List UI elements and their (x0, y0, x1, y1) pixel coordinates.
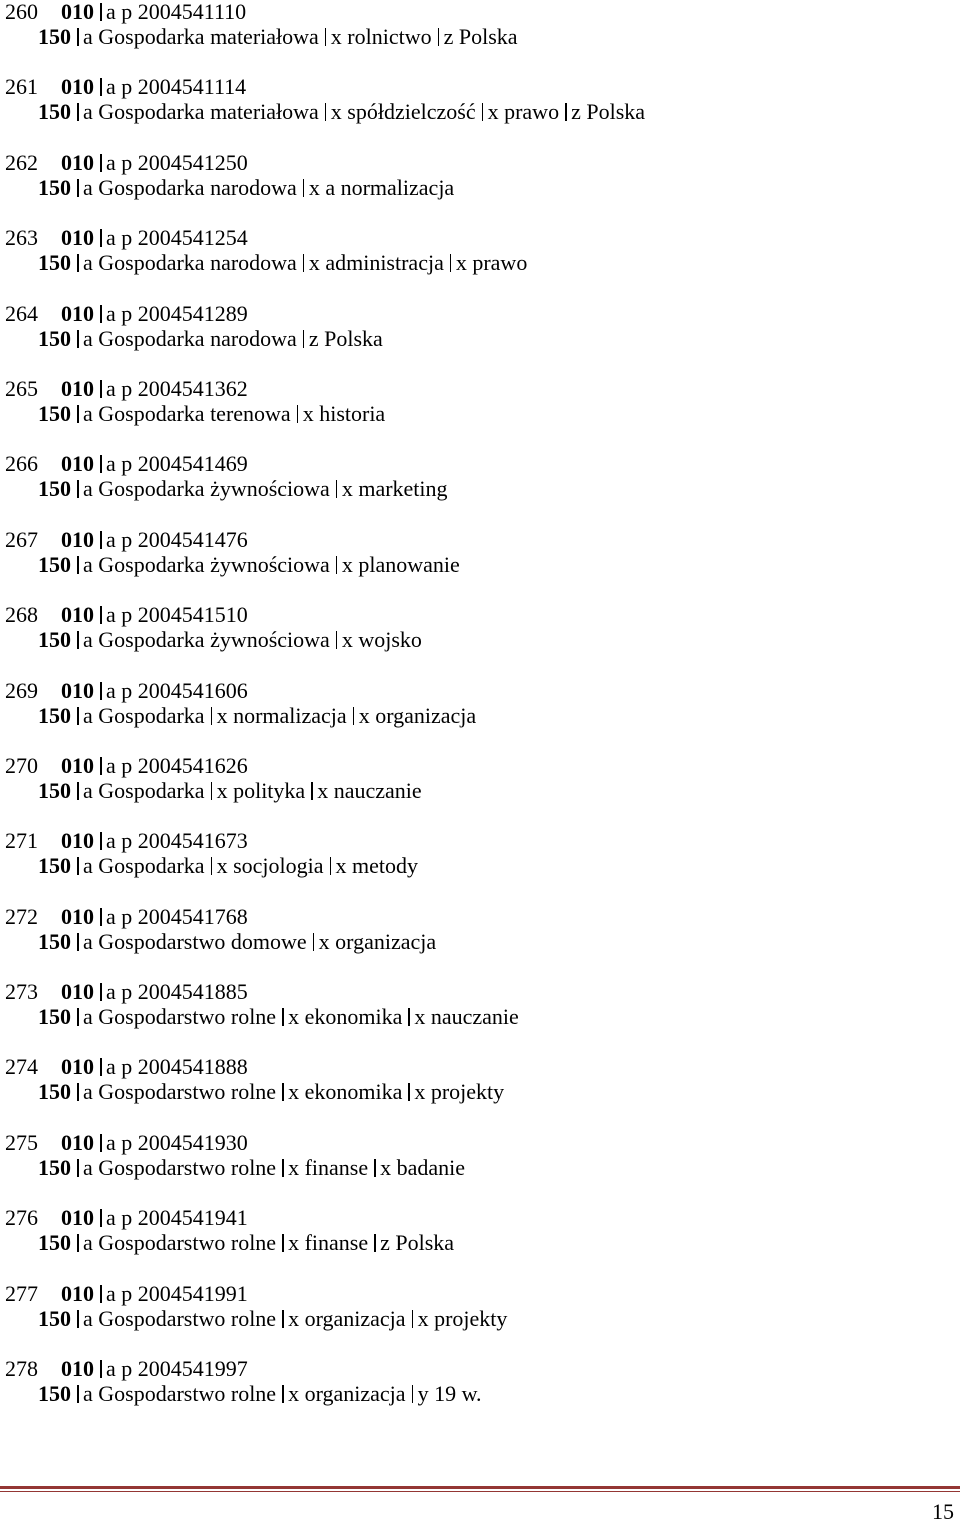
subfield-a (77, 477, 330, 501)
record (5, 226, 945, 301)
subfield-text: projekty (434, 1305, 508, 1331)
subfield-x (282, 1382, 405, 1406)
field-tag-150: 150 (38, 325, 71, 351)
subfield-code: x (308, 250, 320, 276)
subfield-x (336, 477, 448, 501)
subfield-text: Gospodarstwo rolne (98, 1154, 277, 1180)
field-tag-150: 150 (38, 400, 71, 426)
record (5, 452, 945, 527)
subfield-code: x (288, 1154, 300, 1180)
record-number: 269 (5, 677, 38, 703)
subfield-text: Gospodarka narodowa (98, 174, 297, 200)
subfield-x (325, 100, 476, 124)
record-subject-line (5, 704, 476, 728)
record-number: 270 (5, 752, 38, 778)
subfield-x (282, 1231, 368, 1255)
record-list (5, 0, 945, 1432)
subfield-x (282, 1156, 368, 1180)
subfield-control-number: a p 2004541289 (100, 302, 248, 326)
field-tag-010: 010 (61, 752, 94, 778)
subfield-a (77, 327, 297, 351)
record-control-line (5, 302, 248, 326)
record-subject-line (5, 628, 422, 652)
subfield-code: a (83, 777, 93, 803)
subfield-text: Gospodarstwo rolne (98, 1305, 277, 1331)
record-number: 272 (5, 903, 38, 929)
subfield-text: wojsko (358, 627, 422, 653)
record (5, 1131, 945, 1206)
subfield-text: organizacja (375, 702, 477, 728)
subfield-control-number: a p 2004541254 (100, 226, 248, 250)
field-tag-010: 010 (61, 979, 94, 1005)
subfield-control-number: a p 2004541626 (100, 754, 248, 778)
field-tag-010: 010 (61, 375, 94, 401)
field-tag-150: 150 (38, 702, 71, 728)
subfield-text: Gospodarka żywnościowa (98, 627, 330, 653)
subfield-code: x (330, 24, 342, 49)
subfield-code: x (308, 174, 320, 200)
subfield-text: rolnictwo (347, 24, 432, 49)
field-tag-150: 150 (38, 174, 71, 200)
subfield-code: a (83, 1381, 93, 1407)
subfield-code: a (83, 1154, 93, 1180)
subfield-code: a (83, 1305, 93, 1331)
field-tag-150: 150 (38, 1004, 71, 1030)
subfield-a (77, 25, 319, 49)
subfield-x (211, 779, 306, 803)
subfield-a (77, 1156, 276, 1180)
subfield-control-number: a p 2004541469 (100, 452, 248, 476)
subfield-code: x (414, 1004, 426, 1030)
record-subject-line (5, 25, 518, 49)
subfield-text: prawo (472, 250, 528, 276)
subfield-a (77, 854, 205, 878)
subfield-text: Gospodarka (98, 853, 205, 879)
subfield-y (412, 1382, 482, 1406)
subfield-code: x (216, 777, 228, 803)
subfield-code: x (414, 1079, 426, 1105)
field-tag-150: 150 (38, 1154, 71, 1180)
subfield-control-number: a p 2004541606 (100, 679, 248, 703)
subfield-z (374, 1231, 454, 1255)
record-number: 260 (5, 0, 38, 24)
subfield-text: administracja (325, 250, 444, 276)
subfield-text: Gospodarka (98, 702, 205, 728)
record (5, 151, 945, 226)
record-subject-line (5, 327, 383, 351)
subfield-code: x (335, 853, 347, 879)
record-number: 274 (5, 1054, 38, 1080)
record-subject-line (5, 251, 527, 275)
field-tag-150: 150 (38, 928, 71, 954)
field-tag-150: 150 (38, 1381, 71, 1407)
record-number: 261 (5, 74, 38, 100)
subfield-text: metody (352, 853, 419, 879)
record (5, 1282, 945, 1357)
subfield-text: Gospodarka materiałowa (98, 99, 319, 125)
record-number: 276 (5, 1205, 38, 1231)
subfield-x (211, 704, 347, 728)
record (5, 905, 945, 980)
record (5, 377, 945, 452)
record-number: 267 (5, 526, 38, 552)
subfield-a (77, 779, 205, 803)
field-tag-150: 150 (38, 1230, 71, 1256)
field-tag-010: 010 (61, 1205, 94, 1231)
record-control-line (5, 377, 248, 401)
subfield-x (408, 1080, 504, 1104)
field-tag-010: 010 (61, 903, 94, 929)
field-tag-150: 150 (38, 476, 71, 502)
subfield-code: x (358, 702, 370, 728)
subfield-control-number: a p 2004541885 (100, 980, 248, 1004)
field-tag-150: 150 (38, 627, 71, 653)
subfield-code: a (83, 928, 93, 954)
field-tag-010: 010 (61, 300, 94, 326)
subfield-code: x (288, 1381, 300, 1407)
subfield-code: a (83, 476, 93, 502)
record (5, 0, 945, 75)
subfield-code: x (216, 702, 228, 728)
record-number: 277 (5, 1280, 38, 1306)
subfield-text: polityka (233, 777, 306, 803)
field-tag-010: 010 (61, 0, 94, 24)
subfield-text: nauczanie (333, 777, 422, 803)
subfield-text: marketing (358, 476, 448, 502)
subfield-code: y (417, 1381, 429, 1407)
record-number: 265 (5, 375, 38, 401)
record-number: 273 (5, 979, 38, 1005)
record-control-line (5, 452, 248, 476)
record (5, 980, 945, 1055)
subfield-x (282, 1005, 402, 1029)
subfield-code: x (216, 853, 228, 879)
subfield-code: a (83, 551, 93, 577)
subfield-control-number: a p 2004541362 (100, 377, 248, 401)
subfield-a (77, 176, 297, 200)
record (5, 1357, 945, 1432)
subfield-x (211, 854, 324, 878)
subfield-text: organizacja (304, 1305, 406, 1331)
subfield-x (482, 100, 559, 124)
subfield-text: organizacja (335, 928, 437, 954)
record-subject-line (5, 1005, 519, 1029)
subfield-code: x (455, 250, 467, 276)
field-tag-010: 010 (61, 1280, 94, 1306)
field-tag-010: 010 (61, 149, 94, 175)
field-tag-150: 150 (38, 777, 71, 803)
subfield-x (313, 930, 436, 954)
record-subject-line (5, 1231, 454, 1255)
record-subject-line (5, 402, 385, 426)
subfield-x (297, 402, 386, 426)
subfield-text: Gospodarstwo rolne (98, 1079, 277, 1105)
subfield-control-number: a p 2004541110 (100, 0, 246, 24)
record-number: 271 (5, 828, 38, 854)
subfield-control-number: a p 2004541768 (100, 905, 248, 929)
subfield-code: a (83, 627, 93, 653)
record (5, 603, 945, 678)
subfield-x (408, 1005, 518, 1029)
subfield-code: x (341, 551, 353, 577)
subfield-code: a (83, 174, 93, 200)
subfield-control-number: a p 2004541673 (100, 829, 248, 853)
subfield-a (77, 704, 205, 728)
subfield-control-number: a p 2004541888 (100, 1055, 248, 1079)
subfield-a (77, 251, 297, 275)
subfield-x (412, 1307, 508, 1331)
subfield-text: Gospodarstwo domowe (98, 928, 307, 954)
subfield-text: Gospodarka materiałowa (98, 24, 319, 49)
record-subject-line (5, 1307, 507, 1331)
record-control-line (5, 75, 246, 99)
subfield-text: badanie (396, 1154, 466, 1180)
subfield-x (311, 779, 421, 803)
field-tag-150: 150 (38, 250, 71, 276)
record-subject-line (5, 930, 436, 954)
subfield-text: projekty (430, 1079, 505, 1105)
record-subject-line (5, 1156, 465, 1180)
field-tag-150: 150 (38, 1079, 71, 1105)
subfield-text: Gospodarka żywnościowa (98, 476, 330, 502)
subfield-code: z (308, 325, 319, 351)
field-tag-150: 150 (38, 24, 71, 49)
record-control-line (5, 0, 246, 24)
subfield-a (77, 402, 291, 426)
subfield-x (303, 251, 444, 275)
record (5, 679, 945, 754)
subfield-code: x (288, 1305, 300, 1331)
subfield-z (438, 25, 518, 49)
record-control-line (5, 1282, 248, 1306)
subfield-code: a (83, 99, 93, 125)
subfield-x (336, 628, 422, 652)
record-subject-line (5, 553, 460, 577)
record-control-line (5, 603, 248, 627)
subfield-control-number: a p 2004541250 (100, 151, 248, 175)
record-control-line (5, 1055, 248, 1079)
subfield-x (303, 176, 454, 200)
subfield-a (77, 1307, 276, 1331)
subfield-a (77, 930, 307, 954)
subfield-x (336, 553, 460, 577)
subfield-text: Polska (586, 99, 646, 125)
subfield-x (325, 25, 432, 49)
subfield-a (77, 1231, 276, 1255)
subfield-text: normalizacja (233, 702, 347, 728)
subfield-code: x (288, 1004, 300, 1030)
subfield-code: x (318, 928, 330, 954)
subfield-code: a (83, 250, 93, 276)
subfield-text: Gospodarstwo rolne (98, 1230, 277, 1256)
record-control-line (5, 1131, 248, 1155)
subfield-a (77, 1382, 276, 1406)
field-tag-010: 010 (61, 677, 94, 703)
subfield-code: x (317, 777, 329, 803)
field-tag-010: 010 (61, 1054, 94, 1080)
field-tag-010: 010 (61, 74, 94, 100)
subfield-code: z (380, 1230, 390, 1256)
field-tag-150: 150 (38, 853, 71, 879)
subfield-control-number: a p 2004541997 (100, 1357, 248, 1381)
record-subject-line (5, 100, 645, 124)
subfield-control-number: a p 2004541930 (100, 1131, 248, 1155)
subfield-z (303, 327, 383, 351)
subfield-control-number: a p 2004541114 (100, 75, 246, 99)
subfield-code: x (302, 400, 314, 426)
field-tag-010: 010 (61, 1356, 94, 1382)
record-control-line (5, 528, 248, 552)
subfield-text: Polska (458, 24, 518, 49)
subfield-x (282, 1307, 405, 1331)
subfield-text: Gospodarka żywnościowa (98, 551, 330, 577)
record (5, 528, 945, 603)
record-number: 263 (5, 225, 38, 251)
record-control-line (5, 151, 248, 175)
page-number: 15 (932, 1499, 954, 1524)
subfield-text: organizacja (304, 1381, 406, 1407)
subfield-z (565, 100, 645, 124)
subfield-code: a (83, 24, 93, 49)
record-control-line (5, 1206, 248, 1230)
subfield-text: finanse (304, 1230, 369, 1256)
subfield-text: ekonomika (304, 1079, 403, 1105)
subfield-code: x (417, 1305, 429, 1331)
record (5, 75, 945, 150)
subfield-a (77, 1005, 276, 1029)
record (5, 1206, 945, 1281)
record-control-line (5, 679, 248, 703)
record-number: 268 (5, 602, 38, 628)
subfield-code: a (83, 1230, 93, 1256)
record-control-line (5, 1357, 248, 1381)
subfield-text: Gospodarka (98, 777, 205, 803)
subfield-a (77, 1080, 276, 1104)
footer-rule (0, 1486, 960, 1489)
record-subject-line (5, 477, 448, 501)
record-subject-line (5, 176, 454, 200)
subfield-code: x (288, 1230, 300, 1256)
field-tag-010: 010 (61, 1129, 94, 1155)
record-number: 264 (5, 300, 38, 326)
field-tag-010: 010 (61, 602, 94, 628)
field-tag-150: 150 (38, 1305, 71, 1331)
record (5, 1055, 945, 1130)
subfield-code: x (380, 1154, 392, 1180)
subfield-text: historia (319, 400, 386, 426)
field-tag-150: 150 (38, 551, 71, 577)
record-number: 266 (5, 451, 38, 477)
subfield-a (77, 553, 330, 577)
subfield-text: finanse (304, 1154, 369, 1180)
subfield-text: ekonomika (304, 1004, 403, 1030)
subfield-text: a normalizacja (325, 174, 455, 200)
subfield-control-number: a p 2004541510 (100, 603, 248, 627)
subfield-code: x (330, 99, 342, 125)
subfield-text: spółdzielczość (347, 99, 476, 125)
subfield-code: a (83, 853, 93, 879)
subfield-code: x (288, 1079, 300, 1105)
subfield-x (353, 704, 476, 728)
record-control-line (5, 226, 248, 250)
subfield-code: x (487, 99, 499, 125)
subfield-text: Polska (324, 325, 383, 351)
subfield-code: a (83, 1079, 93, 1105)
subfield-text: Gospodarka terenowa (98, 400, 291, 426)
subfield-text: socjologia (233, 853, 324, 879)
record-subject-line (5, 779, 422, 803)
record-subject-line (5, 1382, 482, 1406)
subfield-text: planowanie (358, 551, 460, 577)
record (5, 754, 945, 829)
subfield-code: x (341, 476, 353, 502)
subfield-text: Gospodarka narodowa (98, 325, 297, 351)
subfield-x (330, 854, 419, 878)
record-control-line (5, 754, 248, 778)
record-subject-line (5, 1080, 504, 1104)
field-tag-010: 010 (61, 526, 94, 552)
field-tag-010: 010 (61, 451, 94, 477)
record-control-line (5, 980, 248, 1004)
subfield-x (282, 1080, 402, 1104)
field-tag-010: 010 (61, 225, 94, 251)
record-control-line (5, 829, 248, 853)
subfield-text: nauczanie (430, 1004, 519, 1030)
subfield-control-number: a p 2004541941 (100, 1206, 248, 1230)
subfield-code: z (443, 24, 454, 49)
field-tag-150: 150 (38, 99, 71, 125)
subfield-a (77, 628, 330, 652)
subfield-code: x (341, 627, 353, 653)
subfield-text: Gospodarstwo rolne (98, 1004, 277, 1030)
record (5, 829, 945, 904)
record-number: 275 (5, 1129, 38, 1155)
subfield-text: Gospodarstwo rolne (98, 1381, 277, 1407)
subfield-text: prawo (504, 99, 560, 125)
subfield-text: Polska (395, 1230, 455, 1256)
subfield-a (77, 100, 319, 124)
record-control-line (5, 905, 248, 929)
field-tag-010: 010 (61, 828, 94, 854)
record (5, 302, 945, 377)
record-number: 262 (5, 149, 38, 175)
subfield-code: a (83, 325, 93, 351)
subfield-x (374, 1156, 465, 1180)
record-number: 278 (5, 1356, 38, 1382)
subfield-text: 19 w. (434, 1381, 482, 1407)
record-subject-line (5, 854, 418, 878)
subfield-control-number: a p 2004541476 (100, 528, 248, 552)
subfield-code: z (571, 99, 581, 125)
subfield-control-number: a p 2004541991 (100, 1282, 248, 1306)
footer-rule-thin (0, 1491, 960, 1492)
subfield-code: a (83, 1004, 93, 1030)
subfield-x (450, 251, 527, 275)
subfield-text: Gospodarka narodowa (98, 250, 297, 276)
subfield-code: a (83, 400, 93, 426)
subfield-code: a (83, 702, 93, 728)
